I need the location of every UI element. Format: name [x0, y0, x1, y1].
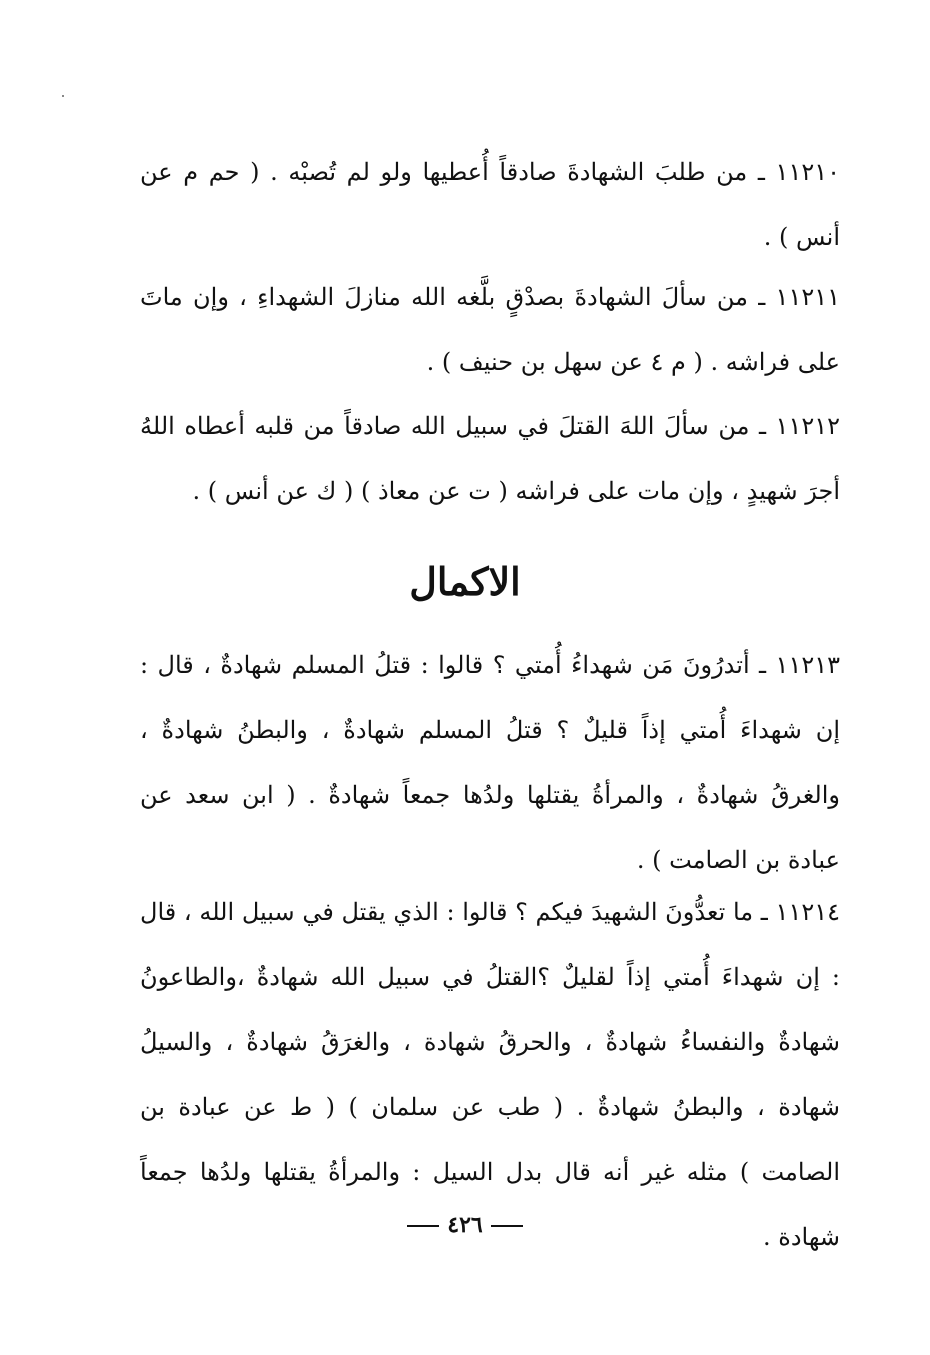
page-number-footer [0, 1205, 930, 1245]
section-heading: الاكمال [409, 559, 521, 604]
dash-left [491, 1225, 523, 1227]
dash-right [407, 1225, 439, 1227]
hadith-11213: ١١٢١٣ ـ أتدرُونَ مَن شهداءُ أُمتي ؟ قالوا : قتلُ المسلم شهادةٌ ، قال : إن شهداءَ أُمتي إذاً قليلٌ ؟ قتلُ المسلم شهادةٌ ، والبطنُ شهادةٌ ، والغرقُ شهادةٌ ، والمرأةُ يقتلها ولدُها جمعاً شهادةٌ . ( ابن سعد عن عبادة بن الصامت ) . [140, 651, 840, 874]
hadith-11214: ١١٢١٤ ـ ما تعدُّونَ الشهيدَ فيكم ؟ قالوا : الذي يقتل في سبيل الله ، قال : إن شهداءَ أُمتي إذاً لقليلٌ ؟القتلُ في سبيل الله شهادةٌ ،والطاعونُ شهادةٌ والنفساءُ شهادةٌ ، والحرقُ شهادة ، والغرَقُ شهادةٌ ، والسيلُ شهادة ، والبطنُ شهادةٌ . ( طب عن سلمان ) ( ط عن عبادة بن الصامت ) مثله غير أنه قال بدل السيل : والمرأةُ يقتلها ولدُها جمعاً شهادة . [140, 898, 840, 1251]
hadith-11212: ١١٢١٢ ـ من سألَ اللهَ القتلَ في سبيل الله صادقاً من قلبه أعطاه اللهُ أجرَ شهيدٍ ، وإن مات على فراشه ( ت عن معاذ ) ( ك عن أنس ) . [140, 412, 840, 505]
scan-speck [62, 95, 64, 97]
page-number: ٤٢٦ [447, 1212, 483, 1238]
hadith-11211: ١١٢١١ ـ من سألَ الشهادةَ بصدْقٍ بلَّغه الله منازلَ الشهداءِ ، وإن ماتَ على فراشه . ( م ٤ عن سهل بن حنيف ) . [140, 283, 840, 376]
hadith-11210: ١١٢١٠ ـ من طلبَ الشهادةَ صادقاً أُعطيها ولو لم تُصبْه . ( حم م عن أنس ) . [140, 158, 840, 251]
